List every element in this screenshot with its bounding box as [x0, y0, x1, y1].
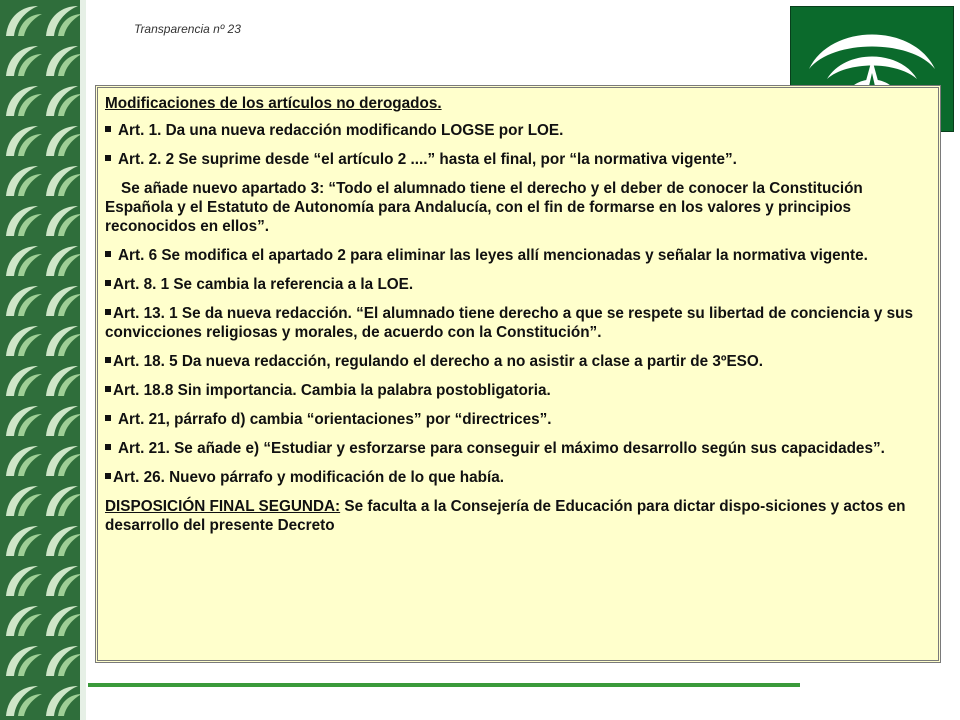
stripe-edge: [80, 0, 86, 720]
list-item: [105, 150, 931, 169]
list-item: [105, 439, 931, 458]
final-disposition-text: Se faculta a la Consejería de Educación para dictar dispo-siciones y actos en desarrollo del presente Decreto: [105, 498, 906, 534]
bullet-icon: [105, 386, 111, 392]
list-item: [105, 275, 931, 294]
list-item-text: Art. 18. 5 Da nueva redacción, regulando el derecho a no asistir a clase a partir de 3ºESO.: [113, 353, 764, 370]
bullet-icon: [105, 126, 111, 132]
transparency-label: Transparencia nº 23: [134, 22, 241, 36]
list-item-text: Art. 1. Da una nueva redacción modificando LOGSE por LOE.: [118, 122, 564, 139]
bullet-icon: [105, 415, 111, 421]
list-item-text: Se añade nuevo apartado 3: “Todo el alumnado tiene el derecho y el deber de conocer la Constitución Española y el Estatuto de Autonomía para Andalucía, con el fin de formarse en los valores y principios reconocidos en ellos”.: [105, 180, 863, 235]
content-box: [95, 85, 941, 663]
list-item: [105, 246, 931, 265]
list-item: [105, 410, 931, 429]
bullet-icon: [105, 280, 111, 286]
list-item-text: Art. 6 Se modifica el apartado 2 para eliminar las leyes allí mencionadas y señalar la normativa vigente.: [118, 247, 868, 264]
list-item-text: Art. 8. 1 Se cambia la referencia a la LOE.: [113, 276, 414, 293]
list-item: [105, 352, 931, 371]
list-item-text: Art. 21. Se añade e) “Estudiar y esforzarse para conseguir el máximo desarrollo según sus capacidades”.: [118, 440, 885, 457]
list-item-text: Art. 13. 1 Se da nueva redacción. “El alumnado tiene derecho a que se respete su libertad de conciencia y sus convicciones religiosas y morales, de acuerdo con la Constitución”.: [105, 305, 913, 341]
bullet-icon: [105, 155, 111, 161]
list-item-text: Art. 2. 2 Se suprime desde “el artículo 2 ....” hasta el final, por “la normativa vigente”.: [118, 151, 737, 168]
bullet-icon: [105, 251, 111, 257]
list-item: [105, 304, 931, 342]
list-item-text: Art. 18.8 Sin importancia. Cambia la palabra postobligatoria.: [113, 382, 551, 399]
bullet-icon: [105, 309, 111, 315]
list-item: [105, 468, 931, 487]
bullet-icon: [105, 473, 111, 479]
leaf-pattern-icon: [0, 0, 82, 720]
final-disposition-label: DISPOSICIÓN FINAL SEGUNDA:: [105, 498, 341, 515]
list-item: [105, 179, 931, 236]
list-item: [105, 121, 931, 140]
list-item-text: Art. 21, párrafo d) cambia “orientaciones” por “directrices”.: [118, 411, 552, 428]
list-item: [105, 381, 931, 400]
list-item-text: Art. 26. Nuevo párrafo y modificación de lo que había.: [113, 469, 505, 486]
footer-line: [88, 683, 800, 687]
bullet-icon: [105, 357, 111, 363]
bullet-icon: [105, 444, 111, 450]
left-decorative-stripe: [0, 0, 82, 720]
final-disposition: [105, 497, 931, 535]
section-heading: Modificaciones de los artículos no derogados.: [105, 95, 442, 112]
